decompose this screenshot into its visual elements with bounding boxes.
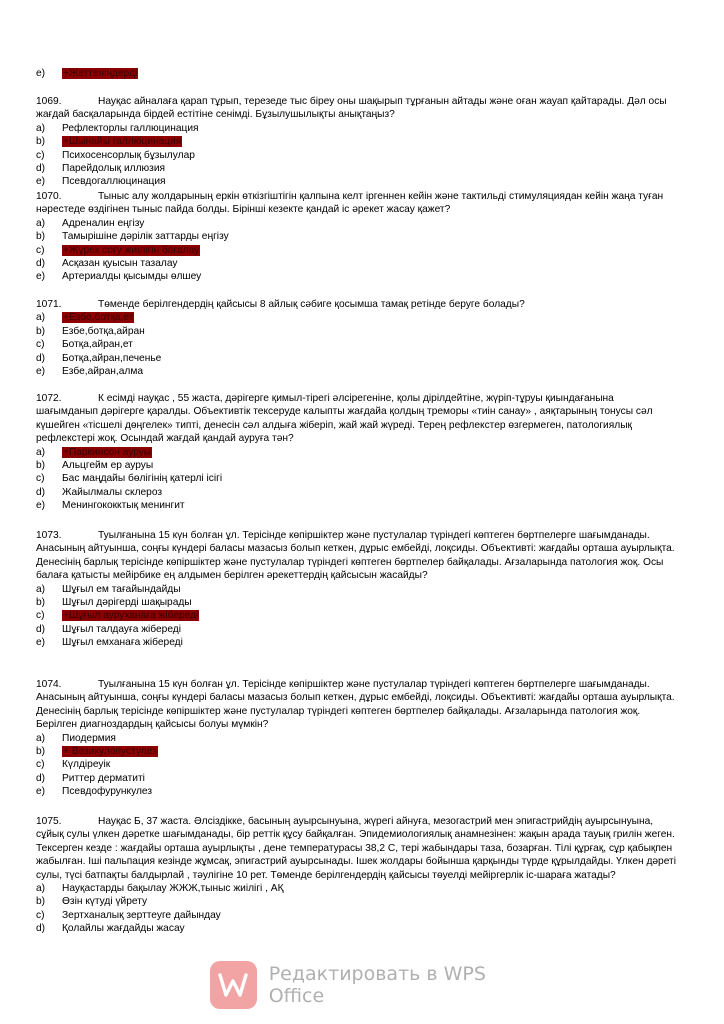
question-1073: [36, 529, 676, 650]
question-number: 1074.: [36, 679, 62, 690]
option-letter: b): [36, 460, 46, 472]
option-row: [36, 352, 676, 365]
option-text: Риттер дерматиті: [62, 772, 145, 784]
option-text: Психосенсорлық бұзылулар: [62, 149, 195, 161]
option-text: Парейдолық иллюзия: [62, 162, 166, 174]
question-1075: [36, 815, 676, 936]
option-letter: d): [36, 772, 46, 784]
option-text: Езбе,айран,алма: [62, 365, 143, 377]
option-row: [36, 499, 676, 512]
question-text: [36, 95, 676, 122]
option-row: [36, 922, 676, 935]
option-row: [36, 230, 676, 243]
question-body: Төменде берілгендердің қайсысы 8 айлық сәбиге қосымша тамақ ретінде беруге болады?: [98, 299, 525, 310]
option-letter: d): [36, 257, 46, 269]
question-body: Науқас Б, 37 жаста. Әлсіздікке, басының ауырсынуына, жүрегі айнуға, мезогастрий мен эпигастрийдің ауырсынуына, сұйық сулы үлкен дәретке шағымданады, бір реттік құсу байқалған. Эпидемиологиялық анамнезінен: жақын арада тауық грилін жеген. Тексерген кезде : жағдайы орташа ауырлықты , дене температурасы 38,2 С, тері жабындары таза, бозарған. Тілі құрғақ, сұр қабықпен жабылған. Іші пальпация кезінде жұмсақ, эпигастрий ауырсынады. Ішек жолдары бойынша қарқынды түрде құрылдайды. Үлкен дәреті сулы, түсі батпақты балдырлай , тәулігіне 10 рет. Төменде берілгендердің қайсысы төуелді мейіргерлік іс-шараға жатады?: [36, 816, 676, 881]
option-row: [36, 67, 676, 80]
option-row: [36, 486, 676, 499]
option-row: [36, 745, 676, 758]
question-text: [36, 298, 676, 311]
option-letter: c): [36, 244, 45, 256]
question-body: Туылғанына 15 күн болған ұл. Терісінде көпіршіктер және пустулалар түріндегі көптеген бөртпелерге шағымданады. Анасының айтуынша, соңғы күндері баласы мазасыз болып кеткен, дұрыс ембейді, лоқсиды. Объективті: жағдайы орташа ауырлықта. Денесінің барлық терісінде көпіршіктер және пустулалар түріндегі көптеген бөртпелер байқалады. Ағзаларында патология жоқ. Берілген диагноздардың қайсысы болуы мүмкін?: [36, 679, 675, 731]
option-row: [36, 446, 676, 459]
question-body: Науқас айналаға қарап тұрып, терезеде тыс біреу оны шақырып тұрғанын айтады және оған жауап қайтарады. Дәл осы жағдай басқаларында бірдей естітіне сенімді. Бұзылушылықты анықтаңыз?: [36, 96, 667, 121]
option-row: [36, 758, 676, 771]
option-text: Асқазан қуысын тазалау: [62, 257, 178, 269]
option-text: Псевдогаллюцинация: [62, 176, 166, 188]
question-number: 1075.: [36, 816, 62, 827]
option-row: [36, 882, 676, 895]
option-letter: b): [36, 746, 46, 758]
option-row: [36, 365, 676, 378]
option-letter: a): [36, 122, 46, 134]
question-1074: [36, 678, 676, 799]
option-row: [36, 909, 676, 922]
question-text: [36, 529, 676, 583]
option-letter: b): [36, 896, 46, 908]
option-letter: e): [36, 500, 46, 512]
option-text: Ботқа,айран,печенье: [62, 352, 162, 364]
option-text: Науқастарды бақылау ЖЖЖ,тыныс жиілігі , АҚ: [62, 883, 284, 895]
option-letter: e): [36, 637, 46, 649]
option-letter: b): [36, 136, 46, 148]
option-text: Езбе,ботқа,айран: [62, 325, 145, 337]
option-row: [36, 162, 676, 175]
option-letter: e): [36, 271, 46, 283]
option-letter: d): [36, 923, 46, 935]
question-1072: [36, 392, 676, 513]
option-text: Тамырішіне дәрілік заттарды еңгізу: [62, 231, 229, 243]
question-number: 1072.: [36, 393, 62, 404]
question-body: Туылғанына 15 күн болған ұл. Терісінде көпіршіктер және пустулалар түріндегі көптеген бөртпелерге шағымданады. Анасының айтуынша, соңғы күндері баласы мазасыз болып кеткен, дұрыс ембейді, лоқсиды. Объективті: жағдайы орташа ауырлықта. Денесінің барлық терісінде көпіршіктер және пустулалар түріндегі көптеген бөртпелер байқалады. Ағзаларында патология жоқ. Осы балаға қатысты мейірбике ең алдымен берілген әрекеттердің қайсысын жасайды?: [36, 530, 675, 582]
option-row: [36, 311, 676, 324]
correct-answer-highlight: +Жүрек соғу жиілігін бағалау: [63, 244, 200, 256]
wps-edit-banner[interactable]: [210, 960, 540, 1010]
option-letter: a): [36, 732, 46, 744]
option-letter: d): [36, 623, 46, 635]
option-text: Псевдофурункулез: [62, 786, 153, 798]
question-text: [36, 190, 676, 217]
option-letter: e): [36, 786, 46, 798]
option-letter: c): [36, 909, 45, 921]
option-text: Зертханалық зерттеуге дайындау: [62, 909, 221, 921]
option-text: Адреналин еңгізу: [62, 217, 145, 229]
option-text: Рефлекторлы галлюцинация: [62, 122, 199, 134]
correct-answer-highlight: +Жеттеніңдерді: [63, 68, 138, 79]
option-letter: c): [36, 759, 45, 771]
question-1070: [36, 190, 676, 284]
option-letter: d): [36, 352, 46, 364]
option-row: [36, 244, 676, 257]
question-1071: [36, 298, 676, 378]
option-letter: c): [36, 610, 45, 622]
correct-answer-highlight: + Везикулопустулез: [63, 746, 157, 758]
question-number: 1070.: [36, 191, 62, 202]
option-letter: d): [36, 486, 46, 498]
option-row: [36, 338, 676, 351]
option-text: Бас маңдайы бөлігінің қатерлі ісігі: [62, 473, 223, 485]
option-text: Артериалды қысымды өлшеу: [62, 271, 202, 283]
option-letter: e): [36, 176, 46, 188]
option-row: [36, 636, 676, 649]
option-text: Өзін күтуді үйрету: [62, 896, 148, 908]
option-text: Шұғыл дәрігерді шақырады: [62, 597, 192, 609]
option-letter: d): [36, 162, 46, 174]
option-row: [36, 785, 676, 798]
option-row: [36, 135, 676, 148]
option-row: [36, 623, 676, 636]
option-letter: c): [36, 473, 45, 485]
wps-edit-text: Редактировать в WPS Office: [268, 963, 486, 1007]
wps-w-logo-icon: [210, 961, 257, 1009]
question-number: 1071.: [36, 299, 62, 310]
correct-answer-highlight: +Езбе,ботқа,ет: [63, 312, 134, 324]
question-1069: [36, 95, 676, 189]
option-letter: b): [36, 597, 46, 609]
correct-answer-highlight: +Шынайы галлюцинация: [63, 136, 182, 148]
option-letter: e): [36, 365, 46, 377]
option-text: Күлдіреуік: [62, 759, 111, 771]
option-row: [36, 772, 676, 785]
option-row: [36, 122, 676, 135]
option-row: [36, 175, 676, 188]
option-row: [36, 472, 676, 485]
option-row: [36, 732, 676, 745]
option-text: Менингококктық менингит: [62, 500, 185, 512]
question-text: [36, 815, 676, 882]
option-row: [36, 325, 676, 338]
option-letter: a): [36, 583, 46, 595]
option-row: [36, 217, 676, 230]
option-row: [36, 596, 676, 609]
option-letter: b): [36, 231, 46, 243]
option-row: [36, 149, 676, 162]
correct-answer-highlight: +Паркинсон ауруы: [63, 446, 152, 458]
option-text: Ботқа,айран,ет: [62, 339, 133, 351]
option-row: [36, 609, 676, 622]
option-row: [36, 895, 676, 908]
question-text: [36, 392, 676, 446]
option-row: [36, 270, 676, 283]
question-number: 1069.: [36, 96, 62, 107]
option-row: [36, 459, 676, 472]
option-text: Альцгейм ер ауруы: [62, 460, 154, 472]
option-row: [36, 257, 676, 270]
question-number: 1073.: [36, 530, 62, 541]
option-letter: a): [36, 312, 46, 324]
question-text: [36, 678, 676, 732]
option-letter: e): [36, 68, 46, 79]
option-text: Шұғыл ем тағайындайды: [62, 583, 181, 595]
correct-answer-highlight: +Шұғыл ауруханаға жібереді: [63, 610, 199, 622]
option-text: Шұғыл емханаға жібереді: [62, 637, 183, 649]
option-letter: a): [36, 883, 46, 895]
option-letter: b): [36, 325, 46, 337]
option-letter: c): [36, 339, 45, 351]
option-text: Қолайлы жағдайды жасау: [62, 923, 185, 935]
option-letter: a): [36, 217, 46, 229]
question-body: К есімді науқас , 55 жаста, дәрігерге қимыл-тірегі әлсірегеніне, қолы дірілдейтіне, жүріп-тұруы қиындағанына шағымданып дәрігерге қаралды. Объективтік тексеруде калыпты жағдайа қолдың треморы «тиін санау» , аяқтарының тонусы сәл күшейген «тісшелі дөңгелек» типті, денесін сәл алдыға жіберіп, жай жай жүреді. Терең рефлекстер өзгермеген, патологиялық рефлекстері жоқ. Осындай жағдай қандай ауруға тән?: [36, 393, 653, 445]
option-text: Шұғыл талдауға жібереді: [62, 623, 181, 635]
option-text: Пиодермия: [62, 732, 116, 744]
question-body: Тыныс алу жолдарының еркін өткізгіштігін қалпына келт іргеннен кейін және тактильді стимуляциядан кейін жаңа туған нәрестеде өздігінен тыныс пайда болды. Бірінші кезекте қандай іс әрекет жасау қажет?: [36, 191, 664, 216]
option-row: [36, 583, 676, 596]
option-letter: a): [36, 446, 46, 458]
option-text: Жайылмалы склероз: [62, 486, 163, 498]
previous-question-tail: [36, 67, 676, 80]
option-letter: c): [36, 149, 45, 161]
